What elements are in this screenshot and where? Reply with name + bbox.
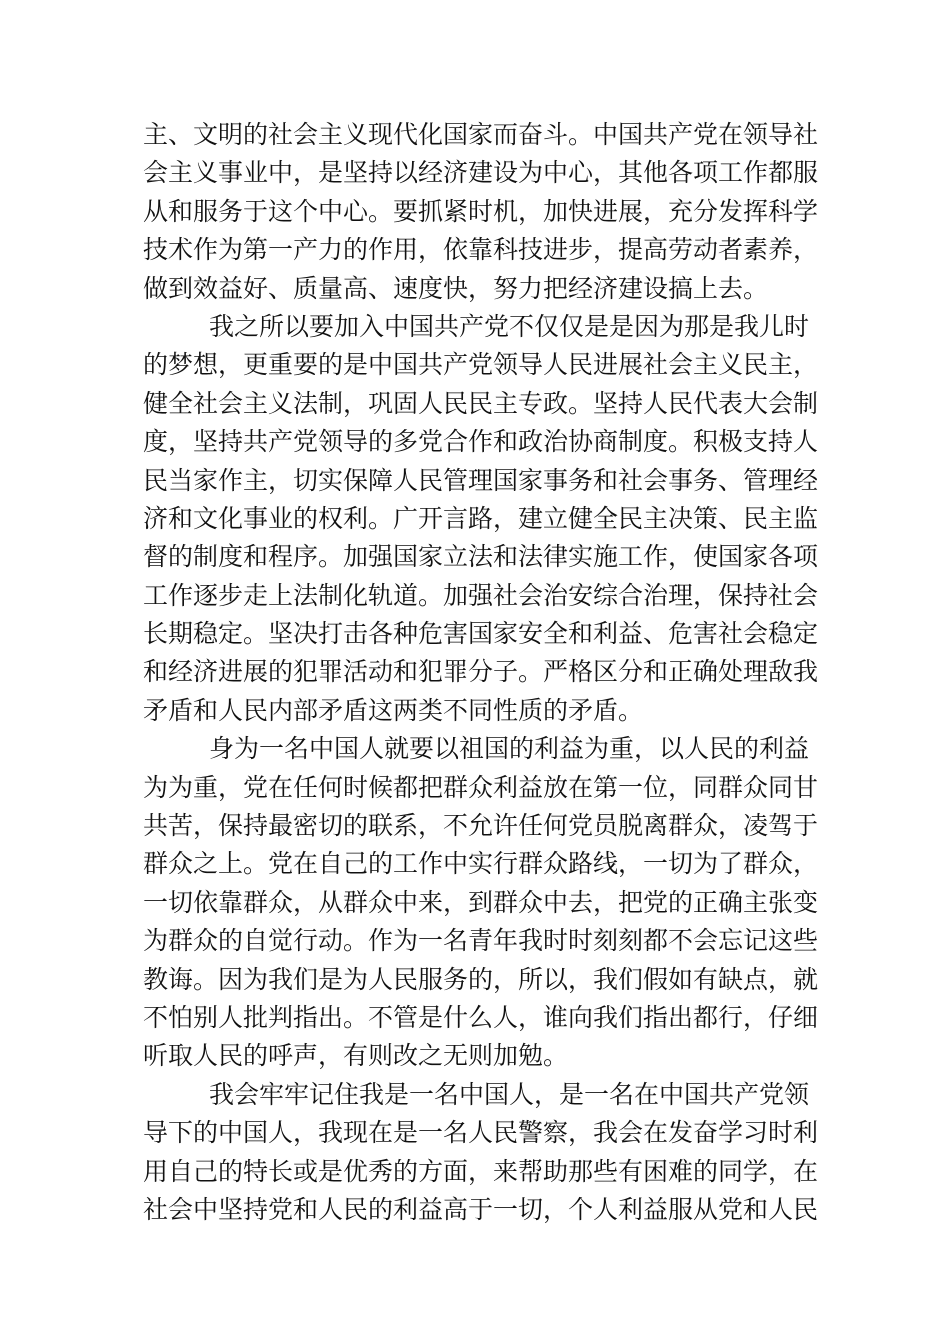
- text-line: 工作逐步走上法制化轨道。加强社会治安综合治理，保持社会: [143, 580, 819, 610]
- paragraph: [143, 1076, 819, 1230]
- text-line: 群众之上。党在自己的工作中实行群众路线，一切为了群众，: [143, 849, 819, 879]
- paragraph: [143, 116, 819, 308]
- text-line: 度，坚持共产党领导的多党合作和政治协商制度。积极支持人: [143, 427, 819, 457]
- text-line: 为群众的自觉行动。作为一名青年我时时刻刻都不会忘记这些: [143, 926, 819, 956]
- text-line: 济和文化事业的权利。广开言路，建立健全民主决策、民主监: [143, 503, 819, 533]
- document-body: [143, 116, 819, 1229]
- text-line: 长期稳定。坚决打击各种危害国家安全和利益、危害社会稳定: [143, 619, 819, 649]
- text-line: 不怕别人批判指出。不管是什么人，谁向我们指出都行，仔细: [143, 1002, 819, 1032]
- text-line: 我之所以要加入中国共产党不仅仅是是因为那是我儿时: [209, 311, 810, 341]
- text-line: 共苦，保持最密切的联系，不允许任何党员脱离群众，凌驾于: [143, 811, 819, 841]
- text-line: 督的制度和程序。加强国家立法和法律实施工作，使国家各项: [143, 542, 819, 572]
- text-line: 用自己的特长或是优秀的方面，来帮助那些有困难的同学，在: [143, 1156, 819, 1186]
- paragraph: [143, 308, 819, 730]
- text-line: 健全社会主义法制，巩固人民民主专政。坚持人民代表大会制: [143, 388, 819, 418]
- paragraph: [143, 730, 819, 1076]
- text-line: 民当家作主，切实保障人民管理国家事务和社会事务、管理经: [143, 465, 819, 495]
- text-line: 从和服务于这个中心。要抓紧时机，加快进展，充分发挥科学: [143, 196, 819, 226]
- text-line: 的梦想，更重要的是中国共产党领导人民进展社会主义民主，: [143, 350, 819, 380]
- text-line: 听取人民的呼声，有则改之无则加勉。: [143, 1041, 569, 1071]
- text-line: 会主义事业中，是坚持以经济建设为中心，其他各项工作都服: [143, 158, 819, 188]
- text-line: 教诲。因为我们是为人民服务的，所以，我们假如有缺点，就: [143, 964, 819, 994]
- text-line: 我会牢牢记住我是一名中国人，是一名在中国共产党领: [209, 1079, 810, 1109]
- text-line: 和经济进展的犯罪活动和犯罪分子。严格区分和正确处理敌我: [143, 657, 819, 687]
- text-line: 矛盾和人民内部矛盾这两类不同性质的矛盾。: [143, 695, 644, 725]
- text-line: 身为一名中国人就要以祖国的利益为重，以人民的利益: [209, 734, 810, 764]
- text-line: 一切依靠群众，从群众中来，到群众中去，把党的正确主张变: [143, 887, 819, 917]
- text-line: 导下的中国人，我现在是一名人民警察，我会在发奋学习时利: [143, 1118, 819, 1148]
- text-line: 社会中坚持党和人民的利益高于一切，个人利益服从党和人民: [143, 1194, 819, 1224]
- text-line: 做到效益好、质量高、速度快，努力把经济建设搞上去。: [143, 273, 769, 303]
- text-line: 主、文明的社会主义现代化国家而奋斗。中国共产党在领导社: [143, 120, 819, 149]
- text-line: 为为重，党在任何时候都把群众利益放在第一位，同群众同甘: [143, 772, 819, 802]
- text-line: 技术作为第一产力的作用，依靠科技进步，提高劳动者素养，: [143, 235, 819, 265]
